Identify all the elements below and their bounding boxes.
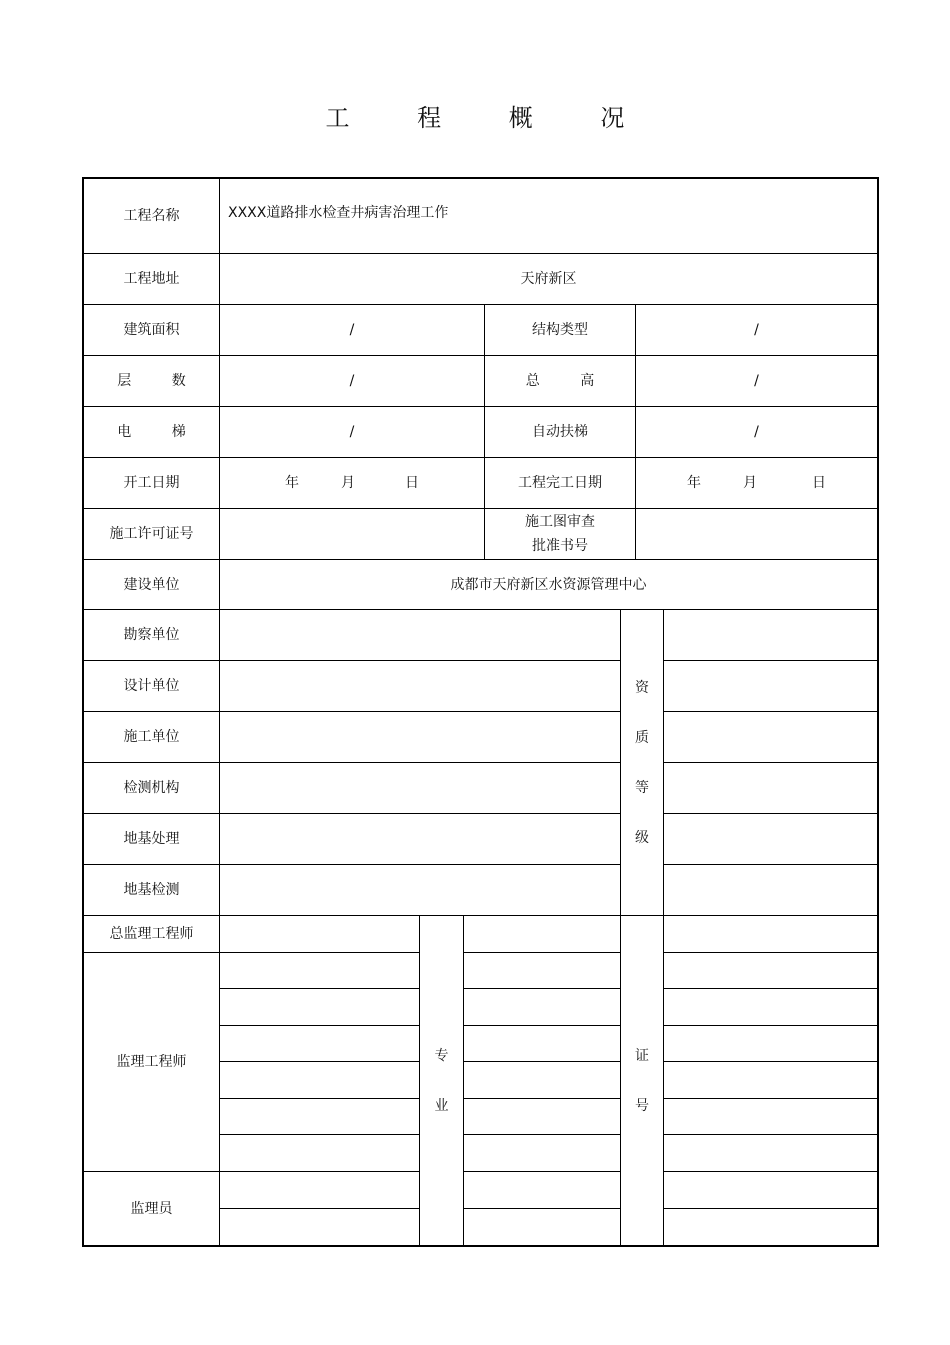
floors-value: / — [349, 373, 355, 389]
qualification-char: 资 — [635, 679, 649, 696]
qualification-char: 等 — [635, 779, 649, 796]
owner-value: 成都市天府新区水资源管理中心 — [450, 576, 647, 593]
construction-unit-label: 施工单位 — [123, 729, 180, 745]
floors-label: 层 数 — [117, 373, 186, 389]
start-date-day: 日 — [405, 475, 419, 491]
total-height-value: / — [754, 373, 759, 389]
supervising-engineer-label: 监理工程师 — [116, 1054, 187, 1070]
completion-date-day: 日 — [812, 475, 826, 491]
row-divider — [664, 952, 879, 953]
row-divider — [664, 711, 879, 712]
row-divider — [664, 660, 879, 661]
start-date-label: 开工日期 — [123, 475, 180, 491]
row-divider — [664, 1061, 879, 1062]
qualification-char: 级 — [635, 829, 649, 846]
design-unit-label: 设计单位 — [123, 678, 180, 694]
column-divider — [663, 609, 664, 1247]
certificate-no-label — [621, 916, 663, 1245]
row-divider — [463, 1061, 621, 1062]
row-divider — [664, 1208, 879, 1209]
row-divider — [664, 988, 879, 989]
structure-type-label: 结构类型 — [532, 322, 588, 338]
project-address-value: 天府新区 — [520, 271, 577, 287]
building-area-value: / — [349, 322, 355, 338]
row-divider — [463, 1134, 621, 1135]
certificate-char: 证 — [635, 1047, 649, 1064]
row-divider — [219, 988, 420, 989]
testing-agency-label: 检测机构 — [123, 780, 180, 796]
row-divider — [664, 813, 879, 814]
elevator-value: / — [349, 424, 355, 440]
permit-no-label: 施工许可证号 — [109, 526, 194, 542]
row-divider — [219, 1098, 420, 1099]
row-divider — [463, 1208, 621, 1209]
row-divider — [664, 1134, 879, 1135]
total-height-label: 总 高 — [525, 373, 595, 389]
certificate-char: 号 — [635, 1097, 649, 1114]
drawing-review-label — [485, 509, 635, 559]
supervisor-label: 监理员 — [130, 1200, 173, 1217]
row-divider — [463, 1171, 621, 1172]
project-name-label: 工程名称 — [123, 208, 180, 224]
foundation-testing-label: 地基检测 — [123, 882, 180, 898]
specialty-label — [420, 916, 463, 1245]
completion-date-label: 工程完工日期 — [518, 475, 602, 491]
start-date-value — [220, 458, 484, 508]
drawing-review-line-2: 批准书号 — [532, 538, 588, 554]
specialty-char: 专 — [434, 1047, 449, 1064]
row-divider — [219, 1061, 420, 1062]
column-divider — [463, 915, 464, 1247]
structure-type-value: / — [754, 322, 759, 338]
building-area-label: 建筑面积 — [123, 322, 180, 338]
start-date-month: 月 — [341, 475, 355, 491]
survey-unit-label: 勘察单位 — [123, 627, 180, 643]
qualification-char: 质 — [635, 729, 649, 746]
row-divider — [463, 1025, 621, 1026]
row-divider — [664, 762, 879, 763]
specialty-char: 业 — [434, 1097, 449, 1114]
completion-date-value — [636, 458, 877, 508]
escalator-value: / — [754, 424, 759, 440]
row-divider — [219, 1025, 420, 1026]
row-divider — [463, 988, 621, 989]
owner-label: 建设单位 — [123, 576, 180, 593]
page-title: 工 程 概 况 — [325, 104, 655, 132]
foundation-treatment-label: 地基处理 — [123, 831, 180, 847]
row-divider — [664, 1098, 879, 1099]
qualification-grade-label — [621, 610, 663, 915]
row-divider — [463, 952, 621, 953]
start-date-year: 年 — [285, 475, 299, 491]
row-divider — [664, 1025, 879, 1026]
row-divider — [463, 1098, 621, 1099]
escalator-label: 自动扶梯 — [532, 424, 588, 440]
elevator-label: 电 梯 — [117, 424, 186, 440]
project-address-label: 工程地址 — [123, 271, 180, 287]
chief-supervisor-label: 总监理工程师 — [109, 926, 194, 942]
drawing-review-line-1: 施工图审查 — [525, 514, 595, 530]
project-name-value: XXXX道路排水检查井病害治理工作 — [228, 205, 449, 221]
row-divider — [219, 1208, 420, 1209]
row-divider — [664, 1171, 879, 1172]
completion-date-year: 年 — [687, 475, 701, 491]
row-divider — [664, 864, 879, 865]
completion-date-month: 月 — [743, 475, 757, 491]
row-divider — [219, 1134, 420, 1135]
